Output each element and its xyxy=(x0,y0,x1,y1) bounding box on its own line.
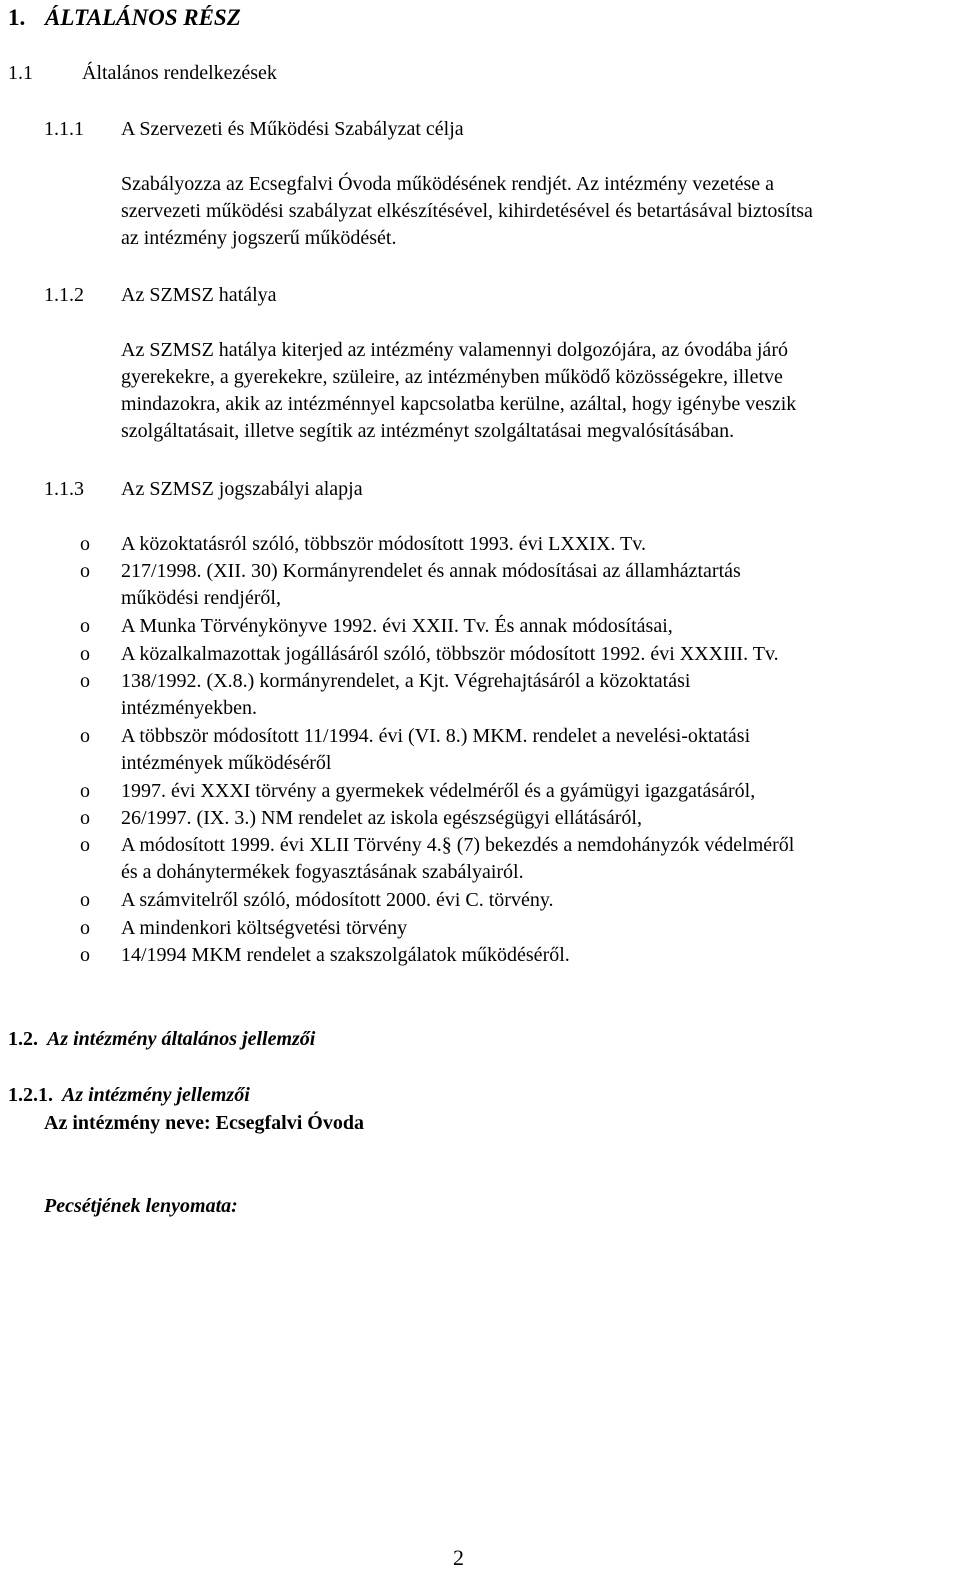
list-bullet: o xyxy=(80,889,90,912)
section-title-1-2-1: Az intézmény jellemzői xyxy=(62,1084,250,1106)
list-bullet: o xyxy=(80,670,90,692)
list-item-line: működési rendjéről, xyxy=(121,587,281,610)
institution-name-line: Az intézmény neve: Ecsegfalvi Óvoda xyxy=(44,1112,364,1134)
list-item xyxy=(121,805,921,832)
list-bullet: o xyxy=(80,834,90,857)
section-heading-1-1 xyxy=(8,60,33,87)
section-number-1-1-2: 1.1.2 xyxy=(44,284,84,306)
seal-label: Pecsétjének lenyomata: xyxy=(44,1195,238,1217)
list-item-line: intézményekben. xyxy=(121,697,258,719)
list-item xyxy=(121,887,921,914)
section-number: 1.1 xyxy=(8,62,33,84)
paragraph-1-1-2 xyxy=(121,337,921,445)
list-item-line: 14/1994 MKM rendelet a szakszolgálatok működéséről. xyxy=(121,944,570,966)
list-item xyxy=(121,723,921,777)
chapter-title: ÁLTALÁNOS RÉSZ xyxy=(45,5,241,30)
list-item-line: A számvitelről szóló, módosított 2000. évi C. törvény. xyxy=(121,889,554,912)
list-item-line: A közoktatásról szóló, többször módosított 1993. évi LXXIX. Tv. xyxy=(121,533,646,555)
section-number: 1.2. xyxy=(8,1028,38,1050)
list-bullet: o xyxy=(80,533,90,555)
section-title-1-1-3: Az SZMSZ jogszabályi alapja xyxy=(121,478,363,500)
paragraph-line: gyerekekre, a gyerekekre, szüleire, az intézményben működő közösségekre, illetve xyxy=(121,366,783,388)
list-item-line: 138/1992. (X.8.) kormányrendelet, a Kjt. Végrehajtásáról a közoktatási xyxy=(121,670,691,692)
list-item xyxy=(121,942,921,969)
section-title-1-1-2: Az SZMSZ hatálya xyxy=(121,284,277,306)
section-heading-1-2-1 xyxy=(8,1082,250,1109)
paragraph-line: az intézmény jogszerű működését. xyxy=(121,227,397,249)
paragraph-line: mindazokra, akik az intézménnyel kapcsolatba kerülne, azáltal, hogy igénybe veszik xyxy=(121,393,797,415)
list-item xyxy=(121,832,921,886)
list-bullet: o xyxy=(80,615,90,638)
list-bullet: o xyxy=(80,779,90,802)
section-number-1-1-3: 1.1.3 xyxy=(44,478,84,500)
list-item-line: 217/1998. (XII. 30) Kormányrendelet és annak módosításai az államháztartás xyxy=(121,560,741,583)
page-number: 2 xyxy=(453,1545,464,1570)
list-bullet: o xyxy=(80,642,90,665)
list-item-line: 26/1997. (IX. 3.) NM rendelet az iskola egészségügyi ellátásáról, xyxy=(121,807,642,829)
list-item-line: intézmények működéséről xyxy=(121,751,332,774)
section-heading-1-2 xyxy=(8,1026,315,1053)
list-item xyxy=(121,641,921,668)
list-bullet: o xyxy=(80,560,90,583)
paragraph-line: szolgáltatásait, illetve segítik az intézményt szolgáltatásai megvalósításában. xyxy=(121,420,735,442)
chapter-number: 1. xyxy=(8,5,26,30)
paragraph-line: Szabályozza az Ecsegfalvi Óvoda működésének rendjét. Az intézmény vezetése a xyxy=(121,173,775,195)
list-item xyxy=(121,531,921,558)
list-item-line: A többször módosított 11/1994. évi (VI. 8.) MKM. rendelet a nevelési-oktatási xyxy=(121,724,751,747)
list-item-line: A közalkalmazottak jogállásáról szóló, többször módosított 1992. évi XXXIII. Tv. xyxy=(121,642,779,665)
list-item-line: A mindenkori költségvetési törvény xyxy=(121,916,408,939)
list-item-line: A módosított 1999. évi XLII Törvény 4.§ (7) bekezdés a nemdohányzók védelméről xyxy=(121,834,795,857)
list-bullet: o xyxy=(80,944,90,966)
list-bullet: o xyxy=(80,724,90,747)
paragraph-line: szervezeti működési szabályzat elkészítésével, kihirdetésével és betartásával biztosítsa xyxy=(121,200,813,222)
list-item-line: és a dohánytermékek fogyasztásának szabályairól. xyxy=(121,861,524,884)
list-item xyxy=(121,668,921,722)
section-number: 1.2.1. xyxy=(8,1084,53,1106)
list-item xyxy=(121,778,921,805)
list-item-line: A Munka Törvénykönyve 1992. évi XXII. Tv. És annak módosításai, xyxy=(121,615,673,638)
section-title-1-1-1: A Szervezeti és Működési Szabályzat célja xyxy=(121,118,464,140)
list-bullet: o xyxy=(80,807,90,829)
paragraph-line: Az SZMSZ hatálya kiterjed az intézmény valamennyi dolgozójára, az óvodába járó xyxy=(121,339,788,361)
section-title-1-2: Az intézmény általános jellemzői xyxy=(47,1028,316,1050)
list-item xyxy=(121,558,921,612)
list-item xyxy=(121,915,921,942)
chapter-heading xyxy=(8,4,241,31)
paragraph-1-1-1 xyxy=(121,171,921,252)
section-number-1-1-1: 1.1.1 xyxy=(44,118,84,140)
section-title-1-1: Általános rendelkezések xyxy=(82,62,277,84)
list-item-line: 1997. évi XXXI törvény a gyermekek védelméről és a gyámügyi igazgatásáról, xyxy=(121,779,756,802)
list-item xyxy=(121,613,921,640)
list-bullet: o xyxy=(80,916,90,939)
